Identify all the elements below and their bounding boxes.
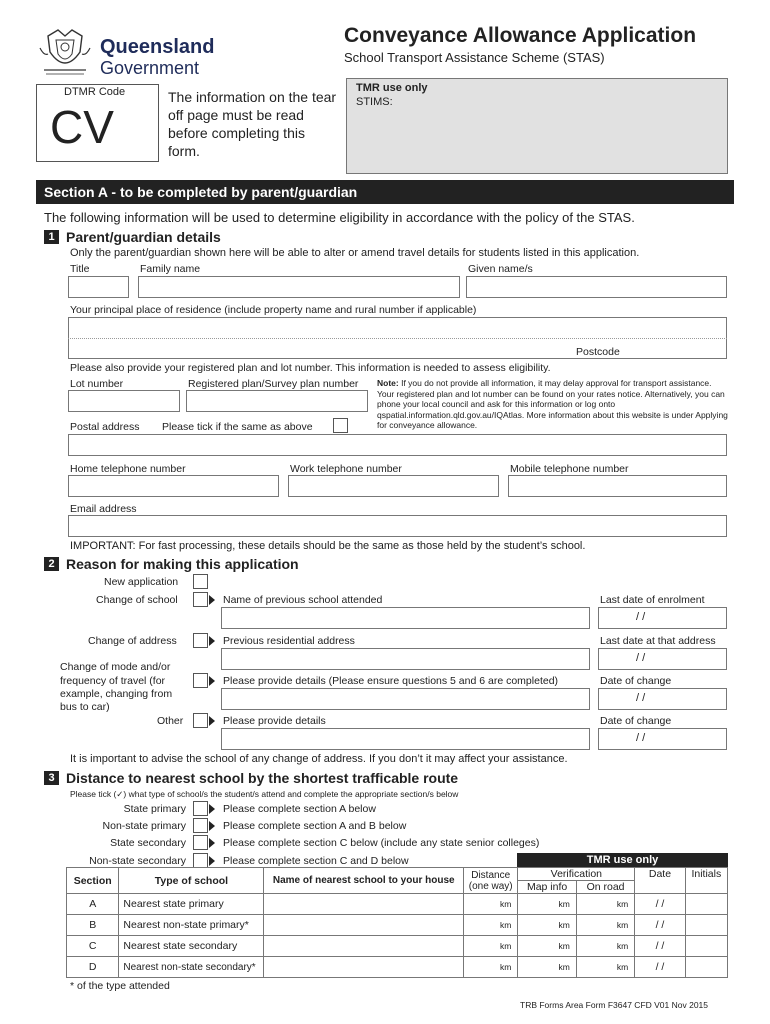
postal-address-input[interactable]: [68, 434, 727, 456]
row-date[interactable]: / /: [635, 957, 685, 978]
table-row: [67, 936, 728, 957]
title-label: Title: [70, 263, 90, 275]
col-on-road: On road: [576, 881, 634, 894]
other-checkbox[interactable]: [193, 713, 208, 728]
table-row: [67, 894, 728, 915]
row-name-input[interactable]: [264, 957, 464, 978]
date-change-input[interactable]: [598, 688, 727, 710]
other-details-label: Please provide details: [223, 715, 326, 727]
row-initials[interactable]: [685, 894, 727, 915]
row-map-km[interactable]: km: [518, 936, 576, 957]
row-map-km[interactable]: km: [518, 915, 576, 936]
row-type: Nearest non-state secondary*: [119, 957, 264, 978]
advise-note: It is important to advise the school of any change of address. If you don’t it may affect your assistance.: [70, 753, 568, 765]
new-application-checkbox[interactable]: [193, 574, 208, 589]
date-slashes: / /: [636, 692, 646, 704]
change-address-checkbox[interactable]: [193, 633, 208, 648]
tick-note: Please tick (✓) what type of school/s the student/s attend and complete the appropriate section/s below: [70, 789, 459, 799]
plan-note: Please also provide your registered plan and lot number. This information is needed to assess eligibility.: [70, 362, 551, 374]
footnote: * of the type attended: [70, 980, 170, 992]
arrow-icon: [209, 636, 215, 646]
form-title: Conveyance Allowance Application: [344, 24, 697, 47]
change-mode-label-1: Change of mode and/or: [60, 661, 171, 673]
plan-note-text: [377, 378, 729, 431]
family-name-label: Family name: [140, 263, 201, 275]
arrow-icon: [209, 676, 215, 686]
q1-heading: Parent/guardian details: [66, 229, 221, 245]
school-type-instruction: Please complete section A below: [223, 803, 376, 815]
row-map-km[interactable]: km: [518, 957, 576, 978]
row-road-km[interactable]: km: [576, 936, 634, 957]
row-map-km[interactable]: km: [518, 894, 576, 915]
row-distance-km[interactable]: km: [463, 894, 517, 915]
q3-heading: Distance to nearest school by the shortest trafficable route: [66, 770, 459, 786]
dtmr-code-label: DTMR Code: [64, 86, 126, 98]
last-enrolment-label: Last date of enrolment: [600, 594, 705, 606]
change-mode-checkbox[interactable]: [193, 673, 208, 688]
row-name-input[interactable]: [264, 915, 464, 936]
other-label: Other: [157, 715, 184, 727]
row-section: A: [67, 894, 119, 915]
row-date[interactable]: / /: [635, 936, 685, 957]
date-slashes: / /: [636, 652, 646, 664]
mode-details-label: Please provide details (Please ensure questions 5 and 6 are completed): [223, 675, 559, 687]
row-initials[interactable]: [685, 915, 727, 936]
row-type: Nearest non-state primary*: [119, 915, 264, 936]
title-input[interactable]: [68, 276, 129, 298]
tmr-only-header: TMR use only: [517, 853, 728, 867]
state-primary-checkbox[interactable]: [193, 801, 208, 816]
q2-heading: Reason for making this application: [66, 556, 299, 572]
change-school-checkbox[interactable]: [193, 592, 208, 607]
last-enrolment-input[interactable]: [598, 607, 727, 629]
col-verification: Verification: [518, 868, 635, 881]
row-road-km[interactable]: km: [576, 915, 634, 936]
last-date-address-label: Last date at that address: [600, 635, 716, 647]
col-distance-2: (one way): [468, 880, 513, 892]
table-row: [67, 915, 728, 936]
school-type-label: Non-state secondary: [89, 855, 186, 867]
lot-number-input[interactable]: [68, 390, 180, 412]
email-input[interactable]: [68, 515, 727, 537]
row-type: Nearest state secondary: [119, 936, 264, 957]
distance-table: [66, 867, 728, 978]
col-type: Type of school: [119, 868, 264, 894]
postal-address-label: Postal address: [70, 421, 140, 433]
tear-off-note: The information on the tear off page must be read before completing this form.: [168, 89, 337, 159]
date-change-2-input[interactable]: [598, 728, 727, 750]
arrow-icon: [209, 716, 215, 726]
new-application-label: New application: [104, 576, 179, 588]
row-section: B: [67, 915, 119, 936]
row-section: D: [67, 957, 119, 978]
family-name-input[interactable]: [138, 276, 460, 298]
non-state-secondary-checkbox[interactable]: [193, 853, 208, 868]
school-type-label: State secondary: [110, 837, 186, 849]
prev-address-input[interactable]: [221, 648, 590, 670]
last-date-address-input[interactable]: [598, 648, 727, 670]
table-row: [67, 957, 728, 978]
col-distance-1: Distance: [471, 869, 511, 881]
col-initials: Initials: [685, 868, 727, 894]
form-id: TRB Forms Area Form F3647 CFD V01 Nov 2015: [520, 1000, 709, 1010]
prev-address-label: Previous residential address: [223, 635, 355, 647]
lot-number-label: Lot number: [70, 378, 124, 390]
school-type-label: State primary: [123, 803, 186, 815]
col-distance: [463, 868, 517, 894]
row-initials[interactable]: [685, 936, 727, 957]
arrow-icon: [209, 838, 215, 848]
row-date[interactable]: / /: [635, 915, 685, 936]
row-road-km[interactable]: km: [576, 957, 634, 978]
row-road-km[interactable]: km: [576, 894, 634, 915]
school-type-instruction: Please complete section C below (include any state senior colleges): [223, 837, 540, 849]
change-mode-label-4: bus to car): [60, 701, 110, 713]
non-state-primary-checkbox[interactable]: [193, 818, 208, 833]
prev-school-label: Name of previous school attended: [223, 594, 383, 606]
section-a-banner-text: Section A - to be completed by parent/guardian: [44, 184, 358, 200]
row-date[interactable]: / /: [635, 894, 685, 915]
residence-divider: [68, 338, 727, 339]
arrow-icon: [209, 595, 215, 605]
stims-label: STIMS:: [356, 96, 393, 108]
col-date: Date: [635, 868, 685, 894]
col-map-info: Map info: [518, 881, 576, 894]
col-section: Section: [67, 868, 119, 894]
email-label: Email address: [70, 503, 137, 515]
row-distance-km[interactable]: km: [463, 936, 517, 957]
home-phone-input[interactable]: [68, 475, 279, 497]
change-mode-label-3: example, changing from: [60, 688, 173, 700]
date-slashes: / /: [636, 611, 646, 623]
same-as-above-label: Please tick if the same as above: [162, 421, 313, 433]
row-section: C: [67, 936, 119, 957]
tmr-use-only-label: TMR use only: [356, 82, 428, 94]
other-details-input[interactable]: [221, 728, 590, 750]
plan-number-input[interactable]: [186, 390, 368, 412]
row-distance-km[interactable]: km: [463, 915, 517, 936]
home-phone-label: Home telephone number: [70, 463, 186, 475]
queensland-crest-icon: [36, 26, 94, 80]
q3-number: 3: [44, 771, 59, 785]
school-type-instruction: Please complete section C and D below: [223, 855, 409, 867]
q2-number: 2: [44, 557, 59, 571]
date-slashes: / /: [636, 732, 646, 744]
q1-note: Only the parent/guardian shown here will be able to alter or amend travel details for students listed in this application.: [70, 247, 640, 259]
logo-line2: Government: [100, 58, 200, 78]
prev-school-input[interactable]: [221, 607, 590, 629]
same-as-above-checkbox[interactable]: [333, 418, 348, 433]
work-phone-label: Work telephone number: [290, 463, 402, 475]
plan-number-label: Registered plan/Survey plan number: [188, 378, 359, 390]
arrow-icon: [209, 856, 215, 866]
change-school-label: Change of school: [96, 594, 178, 606]
school-type-label: Non-state primary: [102, 820, 186, 832]
date-change-2-label: Date of change: [600, 715, 672, 727]
mode-details-input[interactable]: [221, 688, 590, 710]
postcode-label: Postcode: [576, 346, 620, 358]
note-bold: Note:: [377, 378, 399, 388]
date-change-label: Date of change: [600, 675, 672, 687]
col-name: Name of nearest school to your house: [264, 868, 464, 894]
state-secondary-checkbox[interactable]: [193, 835, 208, 850]
change-mode-label-2: frequency of travel (for: [60, 675, 166, 687]
arrow-icon: [209, 804, 215, 814]
school-type-instruction: Please complete section A and B below: [223, 820, 407, 832]
residence-label: Your principal place of residence (include property name and rural number if applicable): [70, 304, 477, 316]
mobile-phone-label: Mobile telephone number: [510, 463, 629, 475]
row-type: Nearest state primary: [119, 894, 264, 915]
form-subtitle: School Transport Assistance Scheme (STAS): [344, 50, 605, 65]
arrow-icon: [209, 821, 215, 831]
important-note: IMPORTANT: For fast processing, these details should be the same as those held by the student’s school.: [70, 540, 586, 552]
note-text: If you do not provide all information, it may delay approval for transport assistance. Your registered plan and lot number can be found on your rates notice. Alternatively, you can phone your local council and ask for this information or log onto qspatial.information.qld.gov.au/IQAtlas. More information about this website is under Applying for conveyance allowance.: [377, 378, 728, 430]
change-address-label: Change of address: [88, 635, 177, 647]
row-name-input[interactable]: [264, 894, 464, 915]
mobile-phone-input[interactable]: [508, 475, 727, 497]
q1-number: 1: [44, 230, 59, 244]
given-names-label: Given name/s: [468, 263, 533, 275]
section-a-intro: The following information will be used to determine eligibility in accordance with the policy of the STAS.: [44, 210, 635, 225]
logo-line1: Queensland: [100, 36, 215, 58]
dtmr-code: CV: [50, 101, 114, 153]
row-name-input[interactable]: [264, 936, 464, 957]
row-distance-km[interactable]: km: [463, 957, 517, 978]
given-names-input[interactable]: [466, 276, 727, 298]
row-initials[interactable]: [685, 957, 727, 978]
work-phone-input[interactable]: [288, 475, 499, 497]
